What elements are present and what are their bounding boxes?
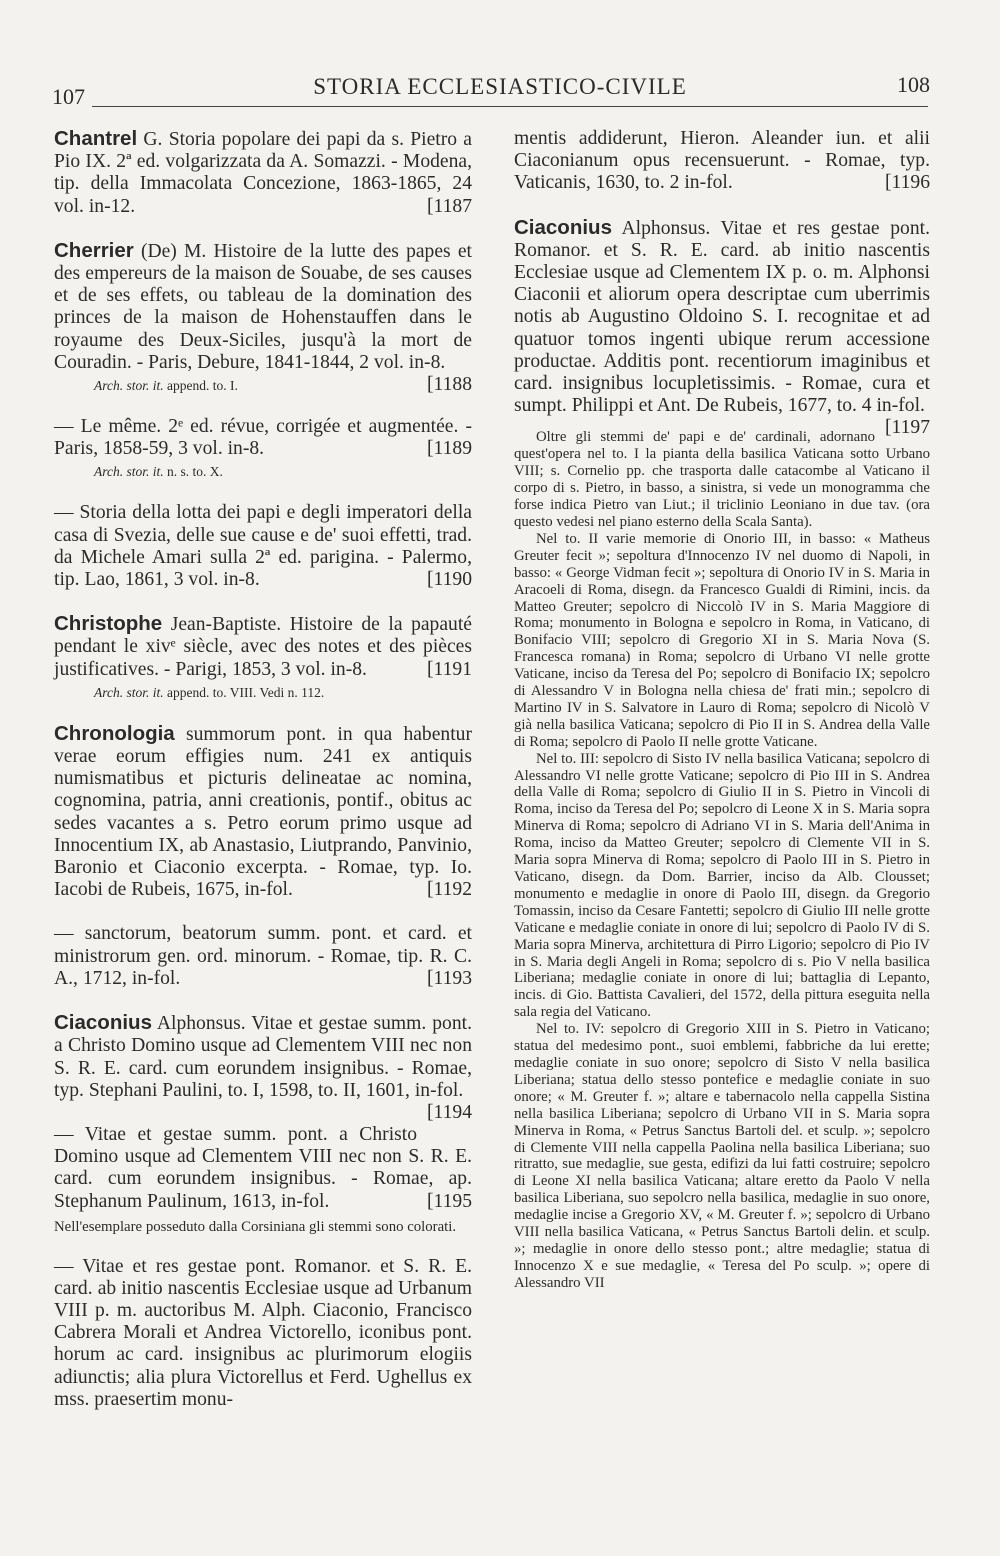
- bibliography-entry: [514, 128, 930, 195]
- page-number-left: 107: [52, 84, 85, 109]
- right-column: [514, 128, 930, 1312]
- note-paragraph: Oltre gli stemmi de' papi e de' cardinali, adornano quest'opera nel to. I la pianta della basilica Vaticana sotto Urbano VIII; s. Cornelio pp. che trasporta dalle catacombe al Vaticano il corpo di s. Pietro, in basso, a sinistra, si vede un monogramma che forse indica Pietro van Liut.; il triclinio Leoniano in due tav. (ora questo vedesi nel piano esterno della Scala Santa).: [514, 429, 930, 530]
- reference-source: Arch. stor. it.: [94, 684, 164, 700]
- entry-author: Chantrel: [54, 127, 138, 150]
- running-title: STORIA ECCLESIASTICO-CIVILE: [313, 74, 687, 99]
- bibliography-entry: [54, 613, 472, 681]
- entry-number: [1188: [427, 374, 472, 396]
- entry-author: Christophe: [54, 612, 163, 636]
- entry-number: [1189: [427, 438, 472, 460]
- entry-text: — Vitae et res gestae pont. Romanor. et S. R. E. card. ab initio nascentis Ecclesiae usque ad Urbanum VIII p. m. auctoribus M. Alph. Ciaconio, Francisco Cabrera Morali et Andrea Victorello, iconibus pont. horum ac card. insignibus ac plurimorum elogiis adiunctis; alia plura Victorellus et Ferd. Ughellus ex mss. praesertim monu-: [54, 1255, 472, 1410]
- header-rule: [92, 106, 928, 107]
- entry-number: [1190: [427, 569, 472, 591]
- reference-detail: append. to. I.: [163, 378, 238, 394]
- bibliography-entry: [54, 923, 472, 990]
- left-column: [54, 128, 472, 1433]
- entry-number: [1193: [427, 967, 472, 989]
- entry-number: [1187: [427, 195, 472, 217]
- entry-text: Alphonsus. Vitae et gestae summ. pont. a Christo Domino usque ad Clementem VIII nec non S. R. E. card. cum eorundem insignibus. - Romae, typ. Stephani Paulini, to. I, 1598, to. II, 1601, in-fol.: [54, 1013, 472, 1101]
- entry-number: [1194: [427, 1101, 472, 1123]
- entry-text: (De) M. Histoire de la lutte des papes et des empereurs de la maison de Souabe, de ses causes et de ses effets, ou tableau de la domination des princes de la maison de Hohenstauffen dans le royaume des Deux-Siciles, jusqu'à la mort de Couradin. - Paris, Debure, 1841-1844, 2 vol. in-8.: [54, 240, 472, 373]
- entry-text: Alphonsus. Vitae et res gestae pont. Romanor. et S. R. E. card. ab initio nascentis Ecclesiae usque ad Clementem IX p. o. m. Alphonsi Ciaconii et aliorum opera descriptae cum uberrimis notis ab Augustino Oldoino S. I. recognitae et ad quatuor tomos ingenti ubique rerum accessione productae. Additis pont. recentiorum imaginibus et card. insignibus locupletissimis. - Romae, cura et sumpt. Philippi et Ant. De Rubeis, 1677, to. 4 in-fol.: [514, 217, 930, 417]
- entry-text: summorum pont. in qua habentur verae eorum effigies num. 241 ex antiquis numismatibus et picturis delineatae ac nomina, cognomina, patria, anni creationis, pontif., obitus ac sedes vacantes a s. Petro eorum primo usque ad Innocentium IX, ab Anastasio, Liutprando, Panvinio, Baronio et Ciaconio excerpta. - Romae, typ. Io. Iacobi de Rubeis, 1675, in-fol.: [54, 723, 472, 901]
- entry-reference: [94, 464, 472, 480]
- entry-text: — Le même. 2ᵉ ed. révue, corrigée et augmentée. - Paris, 1858-59, 3 vol. in-8.: [54, 416, 472, 460]
- bibliography-entry: [54, 1011, 472, 1123]
- bibliography-entry: [54, 1124, 472, 1213]
- entry-author: Chronologia: [54, 721, 175, 745]
- entry-number: [1196: [885, 172, 930, 194]
- bibliography-entry: [514, 215, 930, 439]
- bibliography-entry: [54, 723, 472, 902]
- bibliography-entry: [54, 502, 472, 591]
- entry-text: — Vitae et gestae summ. pont. a Christo Domino usque ad Clementem VIII nec non S. R. E. card. cum eorundem insignibus. - Romae, ap. Stephanum Paulinum, 1613, in-fol.: [54, 1123, 472, 1212]
- page-header: [0, 0, 1000, 120]
- entry-number: [1192: [427, 879, 472, 901]
- reference-detail: n. s. to. X.: [163, 464, 223, 480]
- entry-note: [514, 429, 930, 1291]
- entry-text: — sanctorum, beatorum summ. pont. et card. et ministrorum gen. ord. minorum. - Romae, tip. R. C. A., 1712, in-fol.: [54, 923, 472, 989]
- page-number-right: 108: [897, 72, 930, 97]
- reference-source: Arch. stor. it.: [94, 378, 164, 394]
- entry-reference: [94, 378, 472, 394]
- reference-detail: append. to. VIII. Vedi n. 112.: [163, 684, 325, 700]
- entry-note: Nell'esemplare posseduto dalla Corsiniana gli stemmi sono colorati.: [54, 1218, 457, 1235]
- note-paragraph: Nel to. IV: sepolcro di Gregorio XIII in S. Pietro in Vaticano; statua del medesimo pont., suoi emblemi, fabbriche da lui erette; medaglie coniate in suo onore; sepolcro di Sisto V nella basilica Liberiana; statua dello stesso pontefice e medaglie coniate in suo onore; « M. Greuter f. »; altare e tabernacolo nella cappella Sistina nella basilica Liberiana; sepolcro di Urbano VII in S. Maria sopra Minerva in Roma, « Petrus Sanctus Bartoli del. et sculp. »; sepolcro di Clemente VIII nella cappella Paolina nella basilica Liberiana; suo ritratto, sue medaglie, sue gesta, edifizi da lui fatti costruire; sepolcro di Leone XI nella basilica Vaticana; altare eretto da Paolo V nella basilica Liberiana, suo sepolcro nella basilica, medaglie in suo onore, medaglie incise a Gregorio XV, « M. Greuter f. »; sepolcro di Urbano VIII nella basilica Vaticana, « Petrus Sanctus Bartoli delin. et sculp. »; medaglie in onore dello stesso pont.; altre medaglie; statua di Innocenzo X e sue medaglie, « Teresa del Po sculp. »; opere di Alessandro VII: [514, 1021, 930, 1291]
- entry-text: Jean-Baptiste. Histoire de la papauté pendant le xivᵉ siècle, avec des notes et des pièces justificatives. - Parigi, 1853, 3 vol. in-8.: [54, 614, 472, 680]
- note-paragraph: Nel to. II varie memorie di Onorio III, in basso: « Matheus Greuter fecit »; sepoltura d'Innocenzo IV nel duomo di Napoli, in basso: « George Vidman fecit »; sepoltura di Onorio IV in S. Maria in Aracoeli di Roma, disegn. da Francesco Gualdi di Rimini, incis. da Matteo Greuter; sepolcro di Niccolò IV in S. Maria Maggiore di Roma; monumento in Bologna e sepolcro in Roma, in Vaticano, di Bonifacio VIII; sepolcro di Gregorio XI in S. Maria Nova (S. Francesca romana) in Roma; sepolcro di Urbano VI nelle grotte Vaticane, inciso da Teresa del Po; sepolcro di Bonifacio IX; sepolcro di Alessandro V in Bologna nella chiesa de' frati min.; sepolcro di Martino IV in S. Salvatore in Lauro di Roma; sepolcro di Nicolò V già nella basilica Vaticana; sepolcro di Pio II in S. Andrea della Valle di Roma; sepolcro di Paolo II nelle grotte Vaticane.: [514, 530, 930, 750]
- entry-text: — Storia della lotta dei papi e degli imperatori della casa di Svezia, delle sue cause e de' suoi effetti, trad. da Michele Amari sulla 2ª ed. parigina. - Palermo, tip. Lao, 1861, 3 vol. in-8.: [54, 502, 472, 591]
- bibliography-entry: [54, 416, 472, 460]
- entry-number: [1191: [427, 658, 472, 680]
- entry-author: Cherrier: [54, 238, 134, 262]
- reference-source: Arch. stor. it.: [94, 464, 164, 480]
- note-paragraph: Nel to. III: sepolcro di Sisto IV nella basilica Vaticana; sepolcro di Alessandro VI nelle grotte Vaticane; sepolcro di Pio III in S. Andrea della Valle di Roma; sepolcro di Giulio II in S. Pietro in Vincoli di Roma, inciso da Teresa del Po; sepolcro di Leone X in S. Maria sopra Minerva di Roma; sepolcro di Adriano VI in S. Maria dell'Anima in Roma, inciso da Matteo Greuter; sepolcro di Clemente VII in S. Maria sopra Minerva di Roma; sepolcro di Paolo III in S. Pietro in Vaticano, disegn. da Dom. Barrier, inciso da Alb. Clousset; monumento e medaglie in onore di Paolo III, disegn. da Gregorio Tomassin, inciso da Cesare Fantetti; sepolcro di Giulio III nelle grotte Vaticane e medaglie coniate in onore di lui; sepolcro di Paolo IV di S. Maria sopra Minerva, architettura di Pirro Ligorio; sepolcro di Pio IV in S. Maria degli Angeli in Roma; sepolcro di s. Pio V nella basilica Liberiana; medaglie coniate in onore di lui; battaglia di Lepanto, incis. di Gio. Battista Cavalieri, del 1572, della pittura eseguita nella sala regia del Vaticano.: [514, 750, 930, 1021]
- entry-author: Ciaconius: [54, 1011, 152, 1035]
- bibliography-entry: [54, 128, 472, 218]
- entry-number: [1197: [885, 417, 930, 439]
- entry-number: [1195: [427, 1190, 472, 1212]
- entry-reference: [94, 685, 472, 701]
- entry-author: Ciaconius: [514, 215, 612, 239]
- entry-text: mentis addiderunt, Hieron. Aleander iun. et alii Ciaconianum opus recensuerunt. - Romae, typ. Vaticanis, 1630, to. 2 in-fol.: [514, 128, 930, 194]
- bibliography-entry: [54, 1256, 472, 1411]
- entry-text: G. Storia popolare dei papi da s. Pietro a Pio IX. 2ª ed. volgarizzata da A. Somazzi. - Modena, tip. della Immacolata Concezione, 1863-1865, 24 vol. in-12.: [54, 129, 472, 217]
